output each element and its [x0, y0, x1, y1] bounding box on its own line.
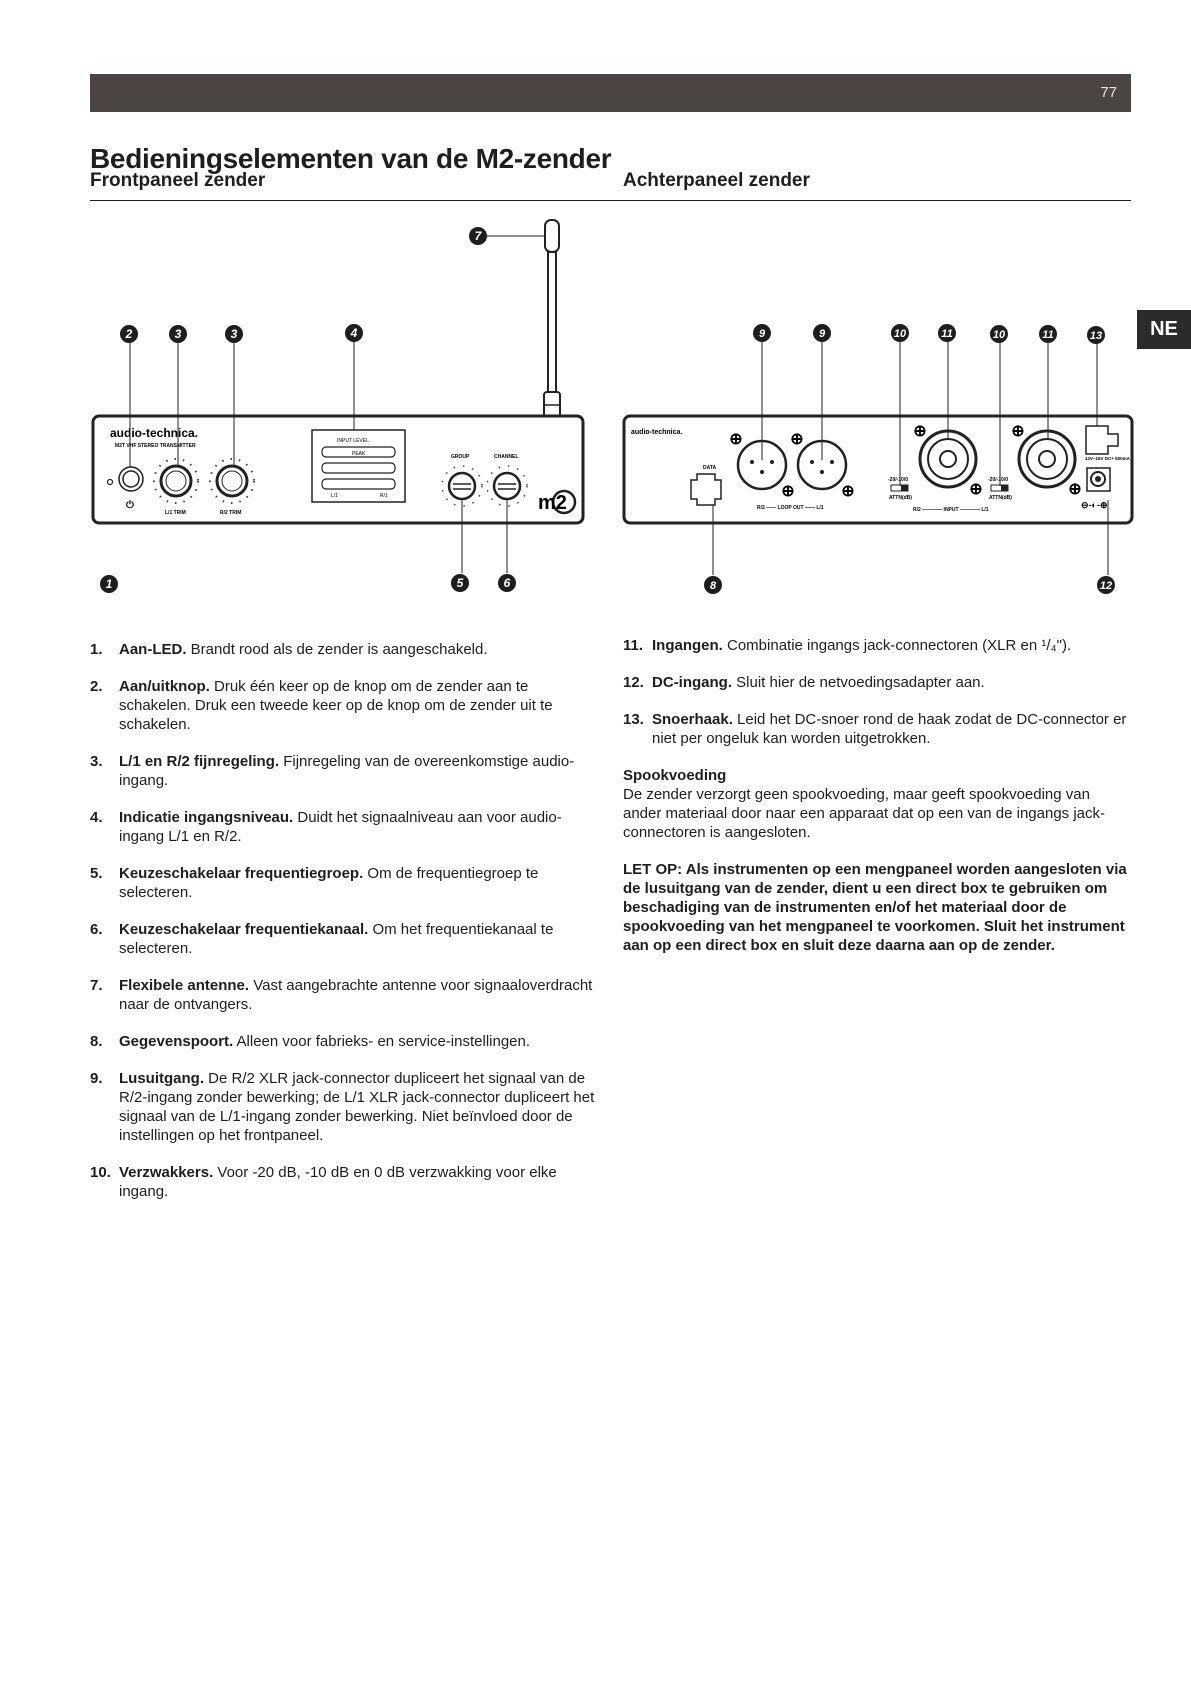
list-item: 8. Gegevenspoort. Alleen voor fabrieks- en service-instellingen.: [90, 1033, 531, 1050]
l1-trim-knob[interactable]: [154, 459, 198, 503]
callout-12: 12: [1099, 580, 1113, 592]
callout-9b: 9: [818, 328, 826, 340]
callout-1: 1: [105, 577, 113, 591]
callout-3b: 3: [230, 327, 238, 341]
phantom-text: De zender verzorgt geen spookvoeding, maar geeft spookvoeding van ander materiaal door naar een apparaat dat op een van de ingangs jack-connectoren is aangesloten.: [623, 786, 1105, 841]
list-item: 10. Verzwakkers. Voor -20 dB, -10 dB en 0 dB verzwakking voor elke ingang.: [90, 1164, 557, 1200]
callout-11a: 11: [941, 328, 953, 340]
callout-7: 7: [474, 229, 482, 243]
input-label: R/2 ———— INPUT ———— L/1: [913, 507, 989, 513]
attn-values-l1: -20/-10/0: [988, 477, 1009, 483]
callout-3a: 3: [174, 327, 182, 341]
svg-text:⊕: ⊕: [841, 483, 855, 500]
language-tab[interactable]: NE: [1137, 310, 1191, 349]
rear-brand: audio-technica.: [631, 429, 683, 436]
callout-9a: 9: [758, 328, 766, 340]
callout-4: 4: [350, 326, 358, 340]
svg-text:⊕: ⊕: [790, 431, 804, 448]
data-label: DATA: [703, 465, 717, 471]
callout-8: 8: [709, 580, 717, 592]
dc-input-jack[interactable]: [1087, 468, 1110, 491]
attn-label-r2: ATTN(dB): [889, 495, 912, 501]
r2-trim-knob[interactable]: [210, 459, 254, 503]
right-column: [623, 636, 1131, 955]
channel-label: CHANNEL: [494, 454, 519, 460]
transmitter-diagrams: [0, 0, 1191, 620]
dc-label: 12V–16V DC+ 500mA: [1085, 456, 1130, 461]
r1-label: R/1: [380, 493, 388, 499]
list-item: 12. DC-ingang. Sluit hier de netvoedingsadapter aan.: [623, 674, 985, 691]
list-item: 6. Keuzeschakelaar frequentiekanaal. Om het frequentiekanaal te selecteren.: [90, 921, 554, 957]
list-item: 4. Indicatie ingangsniveau. Duidt het signaalniveau aan voor audio-ingang L/1 en R/2.: [90, 809, 562, 845]
svg-text:m2: m2: [538, 492, 567, 514]
svg-text:⊕: ⊕: [729, 431, 743, 448]
left-column: [90, 640, 595, 1219]
svg-text:⊕: ⊕: [913, 423, 927, 440]
svg-text:⊕: ⊕: [969, 481, 983, 498]
r2-trim-label: R/2 TRIM: [220, 510, 242, 516]
dc-polarity-icon: ⊖-◐-⊕: [1081, 500, 1108, 510]
attn-label-l1: ATTN(dB): [989, 495, 1012, 501]
front-callouts: [100, 227, 519, 593]
callout-11b: 11: [1042, 329, 1054, 341]
front-model: M2T VHF STEREO TRANSMITTER: [115, 443, 196, 449]
list-item: 3. L/1 en R/2 fijnregeling. Fijnregeling van de overeenkomstige audio-ingang.: [90, 753, 575, 789]
list-item: 11. Ingangen. Combinatie ingangs jack-connectoren (XLR en ¹/₄").: [623, 637, 1072, 654]
page-title: Bedieningselementen van de M2-zender: [90, 143, 612, 174]
callout-5: 5: [456, 576, 464, 590]
group-label: GROUP: [451, 454, 470, 460]
callout-10a: 10: [893, 328, 907, 340]
rear-panel-diagram: [624, 324, 1132, 594]
list-item: 7. Flexibele antenne. Vast aangebrachte antenne voor signaaloverdracht naar de ontvangers.: [90, 977, 593, 1013]
list-item: 5. Keuzeschakelaar frequentiegroep. Om de frequentiegroep te selecteren.: [90, 865, 539, 901]
phantom-heading: Spookvoeding: [623, 767, 727, 784]
power-button[interactable]: [119, 467, 143, 491]
front-panel-diagram: [93, 220, 583, 593]
loop-out-label: R/2 —— LOOP OUT —— L/1: [757, 505, 824, 511]
attn-values-r2: -20/-10/0: [888, 477, 909, 483]
input-level-label: INPUT LEVEL: [337, 438, 369, 444]
svg-text:⊕: ⊕: [1068, 481, 1082, 498]
list-item: 1. Aan-LED. Brandt rood als de zender is aangeschakeld.: [90, 641, 488, 658]
l1-label: L/1: [331, 493, 338, 499]
list-item: 2. Aan/uitknop. Druk één keer op de knop om de zender aan te schakelen. Druk een tweede keer op de knop om de zender uit te schakelen.: [90, 678, 553, 733]
list-item: 13. Snoerhaak. Leid het DC-snoer rond de haak zodat de DC-connector er niet per ongeluk kan worden uitgetrokken.: [623, 711, 1127, 747]
rear-panel-heading: Achterpaneel zender: [623, 170, 810, 191]
page-number: 77: [1100, 84, 1117, 101]
callout-13: 13: [1089, 330, 1103, 342]
svg-text:⊕: ⊕: [781, 483, 795, 500]
power-icon: ⏻: [126, 500, 134, 511]
callout-10b: 10: [992, 329, 1006, 341]
front-panel-heading: Frontpaneel zender: [90, 170, 266, 191]
front-brand: audio-technica.: [110, 426, 199, 440]
m2-logo: [538, 491, 575, 514]
warning-text: LET OP: Als instrumenten op een mengpaneel worden aangesloten via de lusuitgang van de zender, dient u een direct box te gebruiken om beschadiging van de instrumenten en/of het materiaal door de spookvoeding van het mengpaneel te voorkomen. Sluit het instrument aan op een direct box en sluit deze daarna aan op de zender.: [623, 861, 1127, 954]
l1-trim-label: L/1 TRIM: [165, 510, 186, 516]
input-level-meter: [312, 430, 405, 502]
peak-label: PEAK: [352, 451, 366, 457]
svg-text:⊕: ⊕: [1011, 423, 1025, 440]
list-item: 9. Lusuitgang. De R/2 XLR jack-connector dupliceert het signaal van de R/2-ingang zonder bewerking; de L/1 XLR jack-connector dupliceert het signaal van de L/1-ingang zonder bewerking. Niet beïnvloed door de instellingen op het frontpaneel.: [90, 1070, 595, 1144]
callout-2: 2: [125, 327, 133, 341]
callout-6: 6: [503, 576, 511, 590]
